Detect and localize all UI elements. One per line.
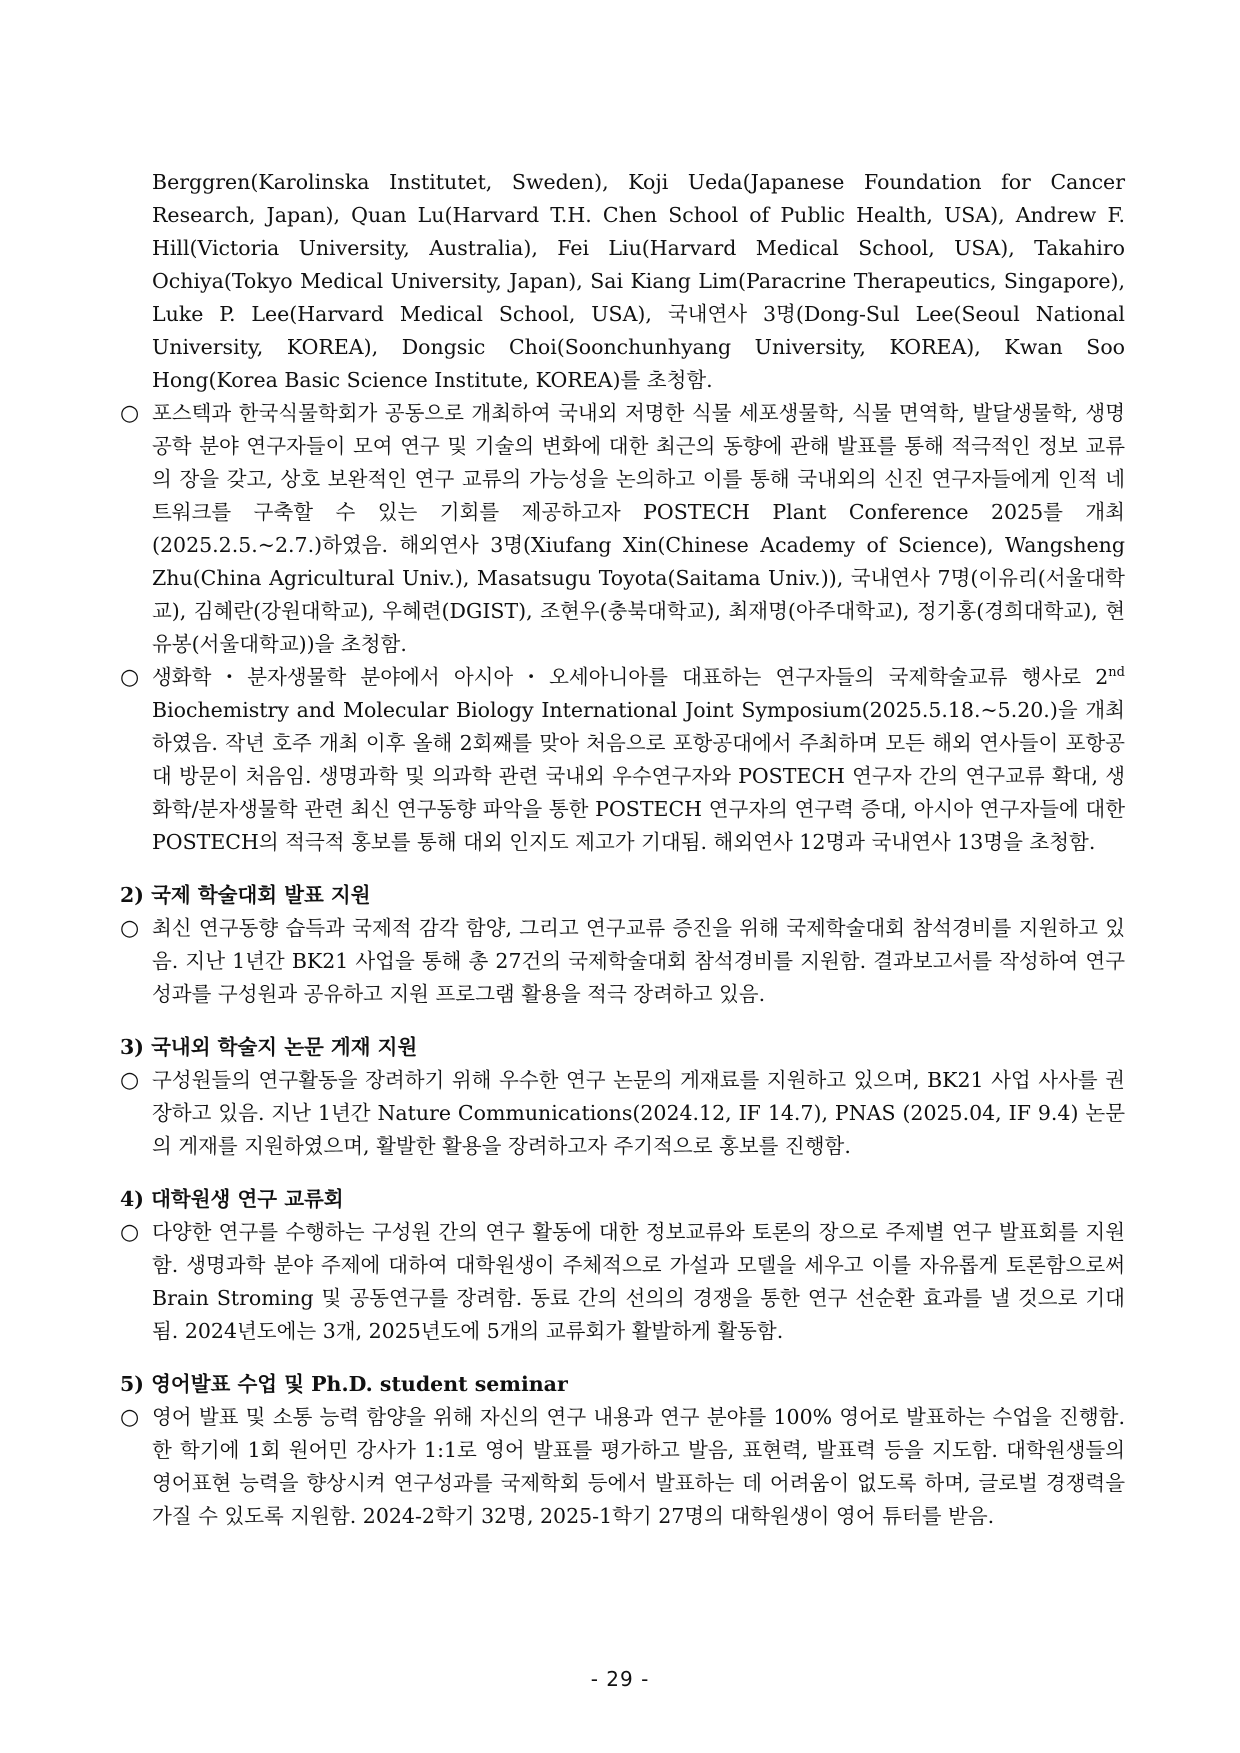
- bullet-text-plant-conference: 포스텍과 한국식물학회가 공동으로 개최하여 국내외 저명한 식물 세포생물학, 식물 면역학, 발달생물학, 생명공학 분야 연구자들이 모여 연구 및 기술의 변화에 대한 최근의 동향에 관해 발표를 통해 적극적인 정보 교류의 장을 갖고, 상호 보완적인 연구 교류의 가능성을 논의하고 이를 통해 국내외의 신진 연구자들에게 인적 네트워크를 구축할 수 있는 기회를 제공하고자 POSTECH Plant Conference 2025를 개최(2025.2.5.~2.7.)하였음. 해외연사 3명(Xiufang Xin(Chinese Academy of Science), Wangsheng Zhu(China Agricultural Univ.), Masatsugu Toyota(Saitama Univ.)), 국내연사 7명(이유리(서울대학교), 김혜란(강원대학교), 우혜련(DGIST), 조현우(충북대학교), 최재명(아주대학교), 정기홍(경희대학교), 현유봉(서울대학교))을 초청함.: [152, 401, 1125, 656]
- continued-paragraph: Berggren(Karolinska Institutet, Sweden), Koji Ueda(Japanese Foundation for Cancer Research, Japan), Quan Lu(Harvard T.H. Chen School of Public Health, USA), Andrew F. Hill(Victoria University, Australia), Fei Liu(Harvard Medical School, USA), Takahiro Ochiya(Tokyo Medical University, Japan), Sai Kiang Lim(Paracrine Therapeutics, Singapore), Luke P. Lee(Harvard Medical School, USA), 국내연사 3명(Dong-Sul Lee(Seoul National University, KOREA), Dongsic Choi(Soonchunhyang University, KOREA), Kwan Soo Hong(Korea Basic Science Institute, KOREA)를 초청함.: [152, 170, 1125, 392]
- bullet-symposium: [120, 661, 1125, 859]
- bullet-text-publication-support: 구성원들의 연구활동을 장려하기 위해 우수한 연구 논문의 게재료를 지원하고 있으며, BK21 사업 사사를 권장하고 있음. 지난 1년간 Nature Communications(2024.12, IF 14.7), PNAS (2025.04, IF 9.4) 논문의 게재를 지원하였으며, 활발한 활용을 장려하고자 주기적으로 홍보를 진행함.: [152, 1068, 1125, 1158]
- section-heading-publication-support: 3) 국내외 학술지 논문 게재 지원: [120, 1035, 418, 1059]
- document-body: [120, 166, 1125, 1533]
- bullet-text-conference-support: 최신 연구동향 습득과 국제적 감각 함양, 그리고 연구교류 증진을 위해 국제학술대회 참석경비를 지원하고 있음. 지난 1년간 BK21 사업을 통해 총 27건의 국제학술대회 참석경비를 지원함. 결과보고서를 작성하여 연구성과를 구성원과 공유하고 지원 프로그램 활용을 적극 장려하고 있음.: [152, 916, 1125, 1006]
- section-heading-english-presentation: 5) 영어발표 수업 및 Ph.D. student seminar: [120, 1372, 568, 1396]
- bullet-text-symposium: [152, 661, 1125, 859]
- circle-bullet-icon: ○: [120, 665, 140, 690]
- symposium-ordinal-suffix: nd: [1108, 665, 1125, 681]
- symposium-intro: 생화학・분자생물학 분야에서 아시아・오세아니아를 대표하는 연구자들의 국제학술교류 행사로: [152, 665, 1096, 689]
- bullet-text-english-presentation: 영어 발표 및 소통 능력 함양을 위해 자신의 연구 내용과 연구 분야를 100% 영어로 발표하는 수업을 진행함. 한 학기에 1회 원어민 강사가 1:1로 영어 발표를 평가하고 발음, 표현력, 발표력 등을 지도함. 대학원생들의 영어표현 능력을 향상시켜 연구성과를 국제학회 등에서 발표하는 데 어려움이 없도록 하며, 글로벌 경쟁력을 가질 수 있도록 지원함. 2024-2학기 32명, 2025-1학기 27명의 대학원생이 영어 튜터를 받음.: [152, 1405, 1125, 1528]
- circle-bullet-icon: ○: [120, 1068, 140, 1093]
- bullet-publication-support: [120, 1064, 1125, 1163]
- section-heading-conference-support: 2) 국제 학술대회 발표 지원: [120, 883, 371, 907]
- circle-bullet-icon: ○: [120, 401, 140, 426]
- bullet-english-presentation: [120, 1401, 1125, 1533]
- section-heading-student-exchange: 4) 대학원생 연구 교류회: [120, 1187, 344, 1211]
- page-number: - 29 -: [590, 1667, 650, 1691]
- circle-bullet-icon: ○: [120, 1405, 140, 1430]
- bullet-conference-support: [120, 912, 1125, 1011]
- bullet-text-student-exchange: 다양한 연구를 수행하는 구성원 간의 연구 활동에 대한 정보교류와 토론의 장으로 주제별 연구 발표회를 지원함. 생명과학 분야 주제에 대하여 대학원생이 주체적으로 가설과 모델을 세우고 이를 자유롭게 토론함으로써 Brain Stroming 및 공동연구를 장려함. 동료 간의 선의의 경쟁을 통한 연구 선순환 효과를 낼 것으로 기대됨. 2024년도에는 3개, 2025년도에 5개의 교류회가 활발하게 활동함.: [152, 1220, 1125, 1343]
- bullet-student-exchange: [120, 1216, 1125, 1348]
- circle-bullet-icon: ○: [120, 1220, 140, 1245]
- symposium-ordinal: 2: [1095, 665, 1109, 689]
- bullet-plant-conference: [120, 397, 1125, 661]
- symposium-rest: Biochemistry and Molecular Biology International Joint Symposium(2025.5.18.~5.20.)을 개최하였음. 작년 호주 개최 이후 올해 2회째를 맞아 처음으로 포항공대에서 주최하며 모든 해외 연사들이 포항공대 방문이 처음임. 생명과학 및 의과학 관련 국내외 우수연구자와 POSTECH 연구자 간의 연구교류 확대, 생화학/분자생물학 관련 최신 연구동향 파악을 통한 POSTECH 연구자의 연구력 증대, 아시아 연구자들에 대한 POSTECH의 적극적 홍보를 통해 대외 인지도 제고가 기대됨. 해외연사 12명과 국내연사 13명을 초청함.: [152, 698, 1125, 854]
- circle-bullet-icon: ○: [120, 916, 140, 941]
